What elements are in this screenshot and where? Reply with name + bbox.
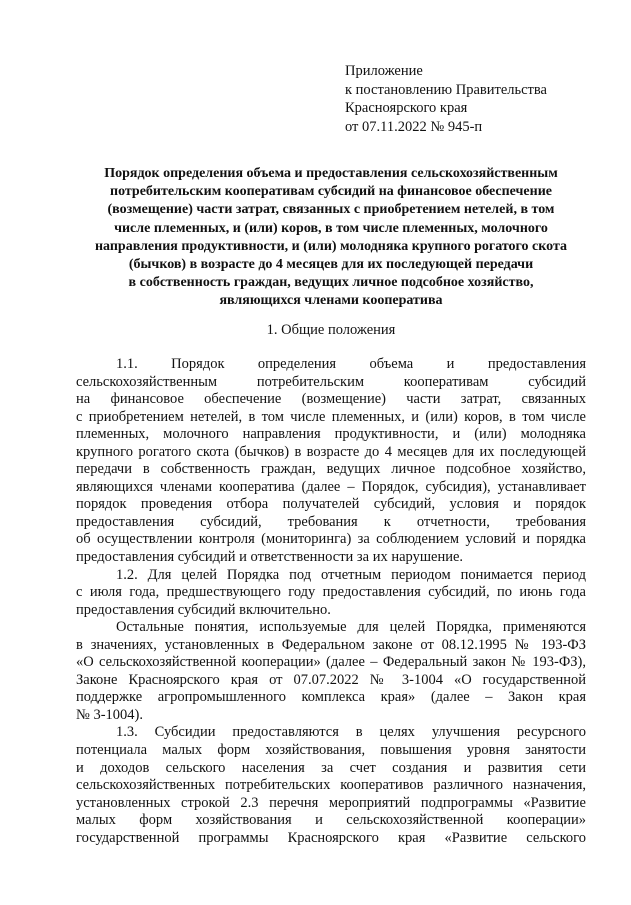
text-line: передачи в собственность граждан, ведущих личное подсобное хозяйство, bbox=[76, 461, 586, 478]
text-line: сельскохозяйственным потребительским кооперативам субсидий bbox=[76, 373, 586, 390]
text-line: являющихся членами кооператива (далее – Порядок, субсидия), устанавливает bbox=[76, 478, 586, 495]
text-line: предоставления субсидий и ответственности за их нарушение. bbox=[76, 549, 464, 566]
appendix-line: Приложение bbox=[345, 63, 423, 79]
title-line: являющихся членами кооператива bbox=[219, 293, 443, 309]
document-title bbox=[76, 165, 586, 311]
text-line: предоставления субсидий, требования к отчетности, требования bbox=[76, 513, 586, 530]
title-line: (бычков) в возрасте до 4 месяцев для их последующей передачи bbox=[128, 257, 534, 273]
title-line: числе племенных, и (или) коров, в том числе племенных, молочного bbox=[114, 220, 548, 236]
paragraph-1-1 bbox=[76, 356, 586, 567]
title-line: Порядок определения объема и предоставления сельскохозяйственным bbox=[104, 166, 558, 181]
text-line: в значениях, установленных в Федеральном законе от 08.12.1995 № 193-ФЗ bbox=[76, 636, 586, 653]
title-line: в собственность граждан, ведущих личное подсобное хозяйство, bbox=[128, 275, 534, 291]
text-line: установленных строкой 2.3 перечня мероприятий подпрограммы «Развитие bbox=[76, 794, 586, 811]
text-line: государственной программы Красноярского края «Развитие сельского bbox=[76, 829, 586, 846]
appendix-date-number: от 07.11.2022 № 945-п bbox=[345, 118, 483, 135]
text-line: предоставления субсидий включительно. bbox=[76, 601, 331, 618]
title-line: потребительским кооперативам субсидий на финансовое обеспечение bbox=[110, 184, 552, 200]
document-body bbox=[76, 356, 586, 847]
text-line: крупного рогатого скота (бычков) в возрасте до 4 месяцев для их последующей bbox=[76, 443, 586, 460]
text-line: об осуществлении контроля (мониторинга) за соблюдением условий и порядка bbox=[76, 531, 586, 548]
text-line: потенциала малых форм хозяйствования, повышения уровня занятости bbox=[76, 742, 586, 759]
section-heading: 1. Общие положения bbox=[266, 322, 396, 338]
text-line: и доходов сельского населения за счет создания и развития сети bbox=[76, 759, 586, 776]
text-line: № 3-1004). bbox=[76, 706, 143, 723]
text-line: 1.2. Для целей Порядка под отчетным периодом понимается период bbox=[116, 566, 586, 583]
text-line: «О сельскохозяйственной кооперации» (далее – Федеральный закон № 193-ФЗ), bbox=[76, 654, 586, 671]
title-line: направления продуктивности, и (или) молодняка крупного рогатого скота bbox=[94, 238, 568, 254]
paragraph-definitions bbox=[76, 619, 586, 724]
appendix-block bbox=[345, 62, 547, 136]
title-line: (возмещение) части затрат, связанных с приобретением нетелей, в том bbox=[107, 202, 555, 218]
text-line: 1.1. Порядок определения объема и предоставления bbox=[116, 356, 586, 372]
text-line: с июля года, предшествующего году предоставления субсидий, по июнь года bbox=[76, 584, 586, 601]
text-line: порядок проведения отбора получателей субсидий, условия и порядок bbox=[76, 496, 586, 513]
appendix-line: к постановлению Правительства bbox=[345, 81, 547, 98]
text-line: с приобретением нетелей, в том числе племенных, и (или) коров, в том числе bbox=[76, 408, 586, 425]
appendix-line: Красноярского края bbox=[345, 100, 468, 116]
text-line: племенных, молочного направления продуктивности, и (или) молодняка bbox=[76, 426, 586, 443]
text-line: 1.3. Субсидии предоставляются в целях улучшения ресурсного bbox=[116, 724, 586, 741]
paragraph-1-2 bbox=[76, 567, 586, 620]
text-line: Законе Красноярского края от 07.07.2022 № 3-1004 «О государственной bbox=[76, 671, 586, 688]
text-line: поддержке агропромышленного комплекса края» (далее – Закон края bbox=[76, 689, 586, 706]
text-line: Остальные понятия, используемые для целей Порядка, применяются bbox=[116, 619, 586, 636]
paragraph-1-3 bbox=[76, 724, 586, 847]
text-line: на финансовое обеспечение (возмещение) части затрат, связанных bbox=[76, 391, 586, 408]
text-line: сельскохозяйственных потребительских кооперативов различного назначения, bbox=[76, 777, 586, 794]
text-line: малых форм хозяйствования и сельскохозяйственной кооперации» bbox=[76, 812, 586, 829]
